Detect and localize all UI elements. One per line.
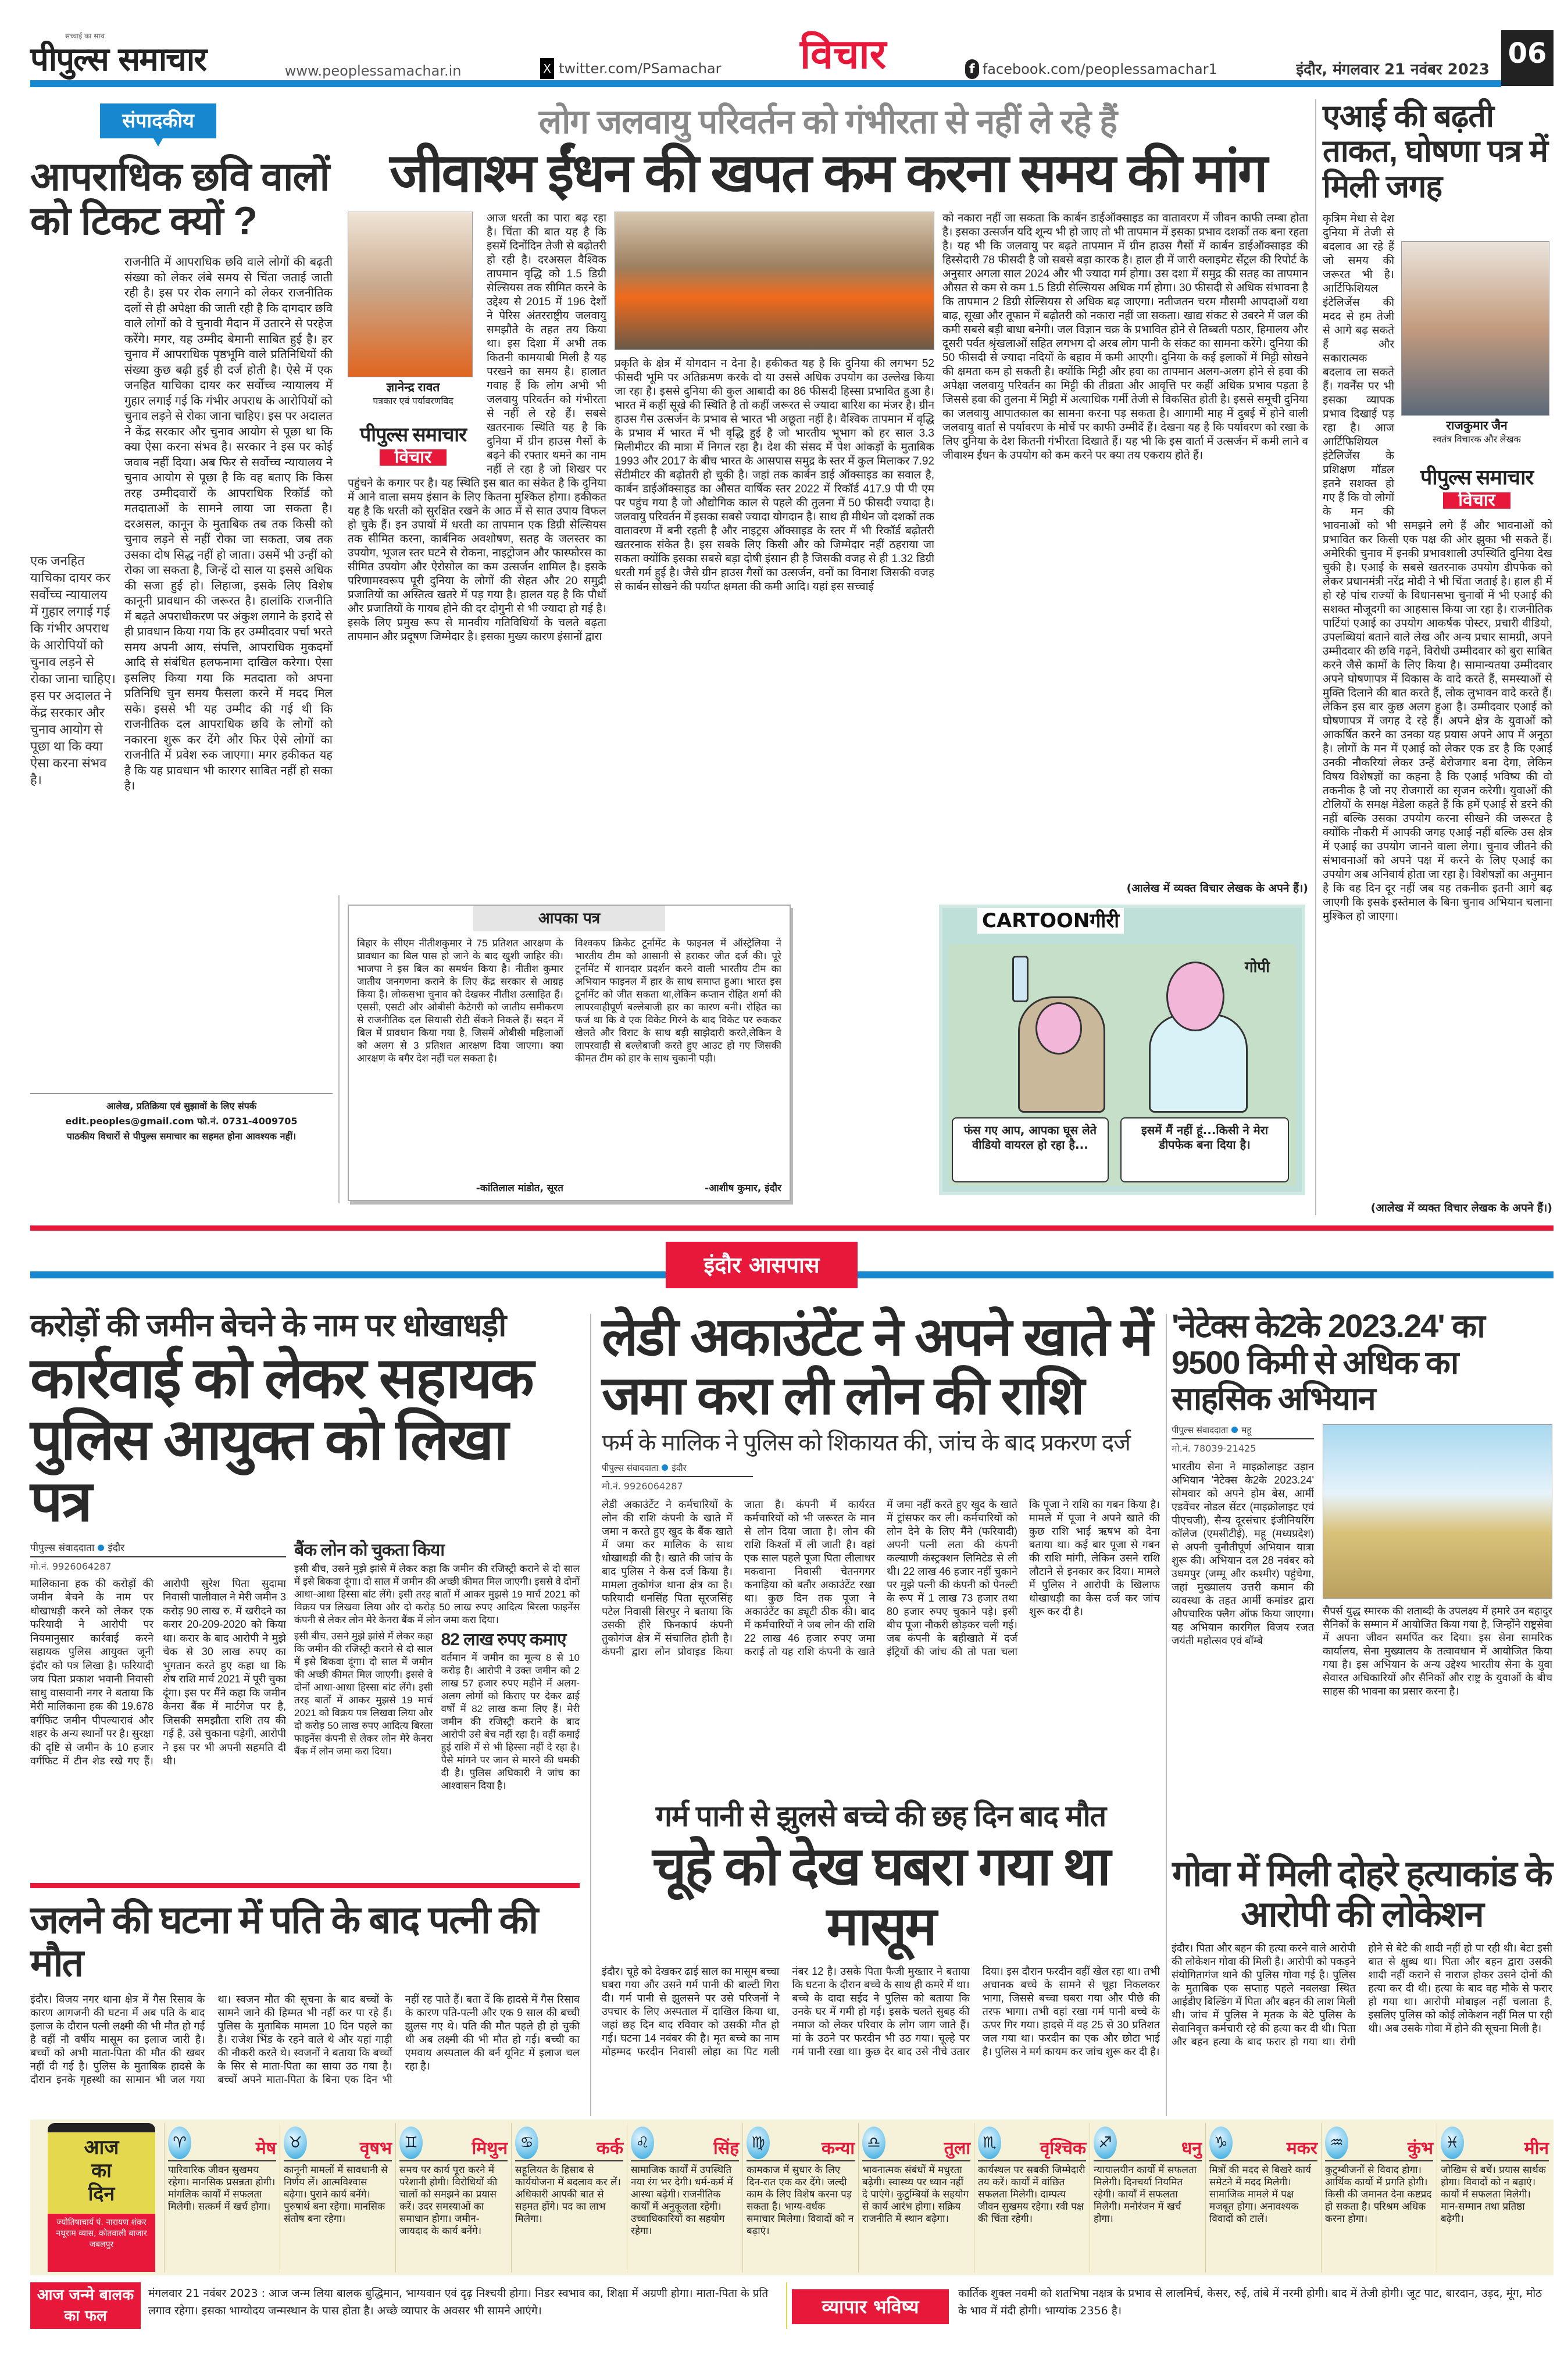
story5-kicker: गर्म पानी से झुलसे बच्चे की छह दिन बाद मौत bbox=[655, 1799, 1106, 1832]
main-article-col-2-wrap bbox=[615, 212, 934, 895]
column-divider bbox=[590, 1314, 591, 2116]
zodiac-sign bbox=[395, 2123, 511, 2272]
editorial-contact bbox=[30, 1093, 333, 1144]
story1-byline bbox=[30, 1541, 286, 1573]
letter-author: -आशीष कुमार, इंदौर bbox=[705, 1182, 781, 1194]
author-box bbox=[348, 212, 478, 467]
section-title: विचार bbox=[800, 30, 887, 78]
industrial-smoke-photo bbox=[615, 212, 934, 350]
zodiac-sign bbox=[1090, 2123, 1205, 2272]
title-word: दिन bbox=[88, 2182, 115, 2206]
reader-disclaimer: पाठकीय विचारों से पीपुल्स समाचार का सहमत होना आवश्यक नहीं। bbox=[66, 1131, 297, 1142]
story1-body: मालिकाना हक की करोड़ों की जमीन बेचने के नाम पर धोखाधड़ी करने को लेकर एक फरियादी ने आरोपी पर नियमानुसार कार्रवाई करने सहायक पुलिस आयुक्त जूनी इंदौर को पत्र लिखा है। फरियादी जय पिता प्रकाश भवानी निवासी साधु वासवानी नगर ने बताया कि मेरी मालिकाना हक की 19.678 वर्गफिट जमीन पीपल्यारावं और शहर के अन्य स्थानों पर है। सुरक्षा की दृष्टि से जमीन के 10 हजार वर्गफिट में टीन शेड रखे गए हैं। आरोपी सुरेश पिता सुदामा निवासी पालीवाल ने मेरी जमीन 3 करोड़ 90 लाख रु. में खरीदने का करार 20-209-2020 को किया था। करार के बाद आरोपी ने मुझे चेक से 30 लाख रुपए का भुगतान करते हुए कहा था कि शेष राशि मार्च 2021 में पूरी चुका दूंगा। इस पर मैंने कहा कि जमीन केनरा बैंक में मार्टगेज पर है, जिसकी समझौता राशि तय की गई है, उसे चुकाना पड़ेगी, आरोपी ने इस पर भी अपनी सहमति दी थी। bbox=[30, 1577, 286, 1767]
sign-name: वृश्चिक bbox=[1040, 2138, 1086, 2159]
story1-sidebar-row bbox=[294, 1630, 580, 1877]
zodiac-symbol-icon: ♑ bbox=[1209, 2127, 1233, 2159]
reporter-mobile: मो.नं. 78039-21425 bbox=[1172, 1443, 1256, 1455]
story3-right bbox=[1323, 1424, 1552, 1843]
byline-city: इंदौर bbox=[108, 1542, 125, 1554]
twitter-link[interactable] bbox=[540, 58, 721, 79]
website-link[interactable]: www.peoplessamachar.in bbox=[284, 63, 462, 79]
story2-body: लेडी अकाउंटेंट ने कर्मचारियों के लोन की राशि कंपनी के खाते में जमा न करते हुए खुद के बैंक खाते में जमा कर मालिक के साथ धोखाधड़ी की है। खाते की जांच के बाद पुलिस ने केस दर्ज किया है। मामला तुकोगंज थाना क्षेत्र का है। फरियादी धनसिंह पिता सूरजसिंह पटेल निवासी सिरपुर ने बताया कि उसकी हीरे फिनकार्प कंपनी तुकोगंज क्षेत्र में संचालित होती है। कंपनी द्वारा लोन प्रोवाइड किया जाता है। कंपनी में कार्यरत कर्मचारियों को भी जरूरत के मान से लोन दिया जाता है। लोन की राशि किश्तों में ली जाती है। वहां एक साल पहले पूजा पिता लीलाधर मकवाना निवासी चेतनगगर कनाड़िया को बतौर अकाउंटेंट रखा था। कुछ दिन तक पूजा ने अकाउंटेंट का ड्यूटी ठीक की। बाद में कर्मचारियों ने जब लोन की राशि 22 लाख 46 हजार रुपए जमा कराई तो यह राशि कंपनी के खाते में जमा नहीं करते हुए खुद के खाते में ट्रांसफर कर ली। कर्मचारियों को लोन देने के लिए मैंने (फरियादी) अपनी पत्नी लता की कंपनी कल्याणी कंस्ट्रक्शन लिमिटेड से ली थी। 22 लाख 46 हजार नहीं चुकाने पर मुझे पत्नी की कंपनी को पेनल्टी के रूप में 1 लाख 73 हजार तथा 80 हजार रुपए चुकाने पड़े। इसी बीच पूजा नौकरी छोड़कर चली गई। जब कंपनी के बहीखाते में दर्ज इंट्रियों की जांच की तो पता चला कि पूजा ने राशि का गबन किया है। मामले में पूजा ने अपने खाते की कुछ राशि भाई ऋषभ को देना बताया था। कई बार पूजा से गबन की राशि मांगी, लेकिन उसने राशि लौटाने से इनकार कर दिया। मामले में पुलिस ने आरोपी के खिलाफ धोखाधड़ी का केस दर्ज कर जांच शुरू कर दी है। bbox=[602, 1499, 1160, 1658]
logo-text: पीपुल्स समाचार bbox=[30, 41, 206, 78]
story-divider-red bbox=[30, 1883, 580, 1888]
sign-prediction: समय पर कार्य पूरा करने में परेशानी होगी। विरोधियों की चालों को समझने का प्रयास करें। उदर समस्याओं का समाधान होगा। जमीन-जायदाद के कार्य बनेंगे। bbox=[399, 2164, 498, 2237]
reporter-mobile: मो.नं. 9926064287 bbox=[602, 1481, 683, 1492]
editorial-label bbox=[100, 103, 216, 138]
sign-prediction: कामकाज में सुधार के लिए दिन-रात एक कर देंगे। जल्दी काम के लिए विशेष करना पड़ सकता है। भाग्य-वर्धक समाचार मिलेगा। विवादों को न बढ़ाएं। bbox=[747, 2164, 854, 2237]
speech-bubble-right: इसमें मैं नहीं हूं...किसी ने मेरा डीपफेक बना दिया है। bbox=[1120, 1117, 1289, 1182]
story3-row bbox=[1172, 1424, 1552, 1843]
masthead bbox=[30, 28, 1554, 88]
story1-headline: कार्रवाई को लेकर सहायक पुलिस आयुक्त को लिखा पत्र bbox=[30, 1346, 533, 1534]
zodiac-symbol-icon: ♐ bbox=[1094, 2127, 1117, 2159]
sign-name: कर्क bbox=[596, 2138, 623, 2159]
editorial-label-text: संपादकीय bbox=[122, 109, 194, 133]
zodiac-sign bbox=[1205, 2123, 1321, 2272]
sign-prediction: पारिवारिक जीवन सुखमय रहेगा। मानसिक प्रसन्नता होगी। मांगलिक कार्यों में सफलता मिलेगी। सत्कर्म में खर्च होगा। bbox=[168, 2164, 276, 2213]
letter-text: विश्वकप क्रिकेट टूर्नामेंट के फाइनल में ऑस्ट्रेलिया ने भारतीय टीम को आसानी से हराकर जीत दर्ज की। पूरे टूर्नामेंट में शानदार प्रदर्शन करने वाली भारतीय टीम का अभियान फाइनल में हार के साथ समाप्त हुआ। भारत इस टूर्नामेंट को जीत सकता था,लेकिन कप्तान रोहित शर्मा की लापरवाहीपूर्ण बल्लेबाजी हार का कारण बनी। रोहित का फर्ज था कि वे एक विकेट गिरने के बाद विकेट पर रुककर खेलते और विराट के साथ बड़ी साझेदारी करते,लेकिन वे लापरवाही से बल्लेबाजी करते हुए आउट हो गए जिसकी कीमत टीम को हार के साथ चुकानी पड़ी। bbox=[575, 938, 781, 1064]
main-article-col-2: प्रकृति के क्षेत्र में योगदान न देना है। हकीकत यह है कि दुनिया की लगभग 52 फीसदी भूमि पर अतिक्रमण करके दो या उससे अधिक उपयोग का उल्लेख किया जा रहा है। इससे दुनिया की कुल आबादी का 86 फीसदी हिस्सा प्रभावित हुआ है। भारत में कहीं सूखे की स्थिति है तो कहीं जरूरत से ज्यादा बारिश का मंजर है। ग्रीन हाउस गैस उत्सर्जन के प्रभाव से भारत भी अछूता नहीं है। वैश्विक तापमान में वृद्धि के प्रभाव में भारत में भी वृद्धि हुई है जो भारतीय भूभाग को हर साल 3.3 मिलीमीटर की मात्रा में निगल रहा है। देश की संसद में पेश आंकड़ों के मुताबिक 1993 और 2017 के बीच भारत के आसपास समुद्र के स्तर में कुल मिलाकर 7.92 सेंटीमीटर की बढ़ोतरी हो चुकी है। जहां तक कार्बन डाई ऑक्साइड का सवाल है, कार्बन डाईऑक्साइड का औसत वार्षिक स्तर 2022 में रिकॉर्ड 417.9 पी पी एम पर पहुंच गया है जो औद्योगिक काल से पहले की तुलना में 50 फीसदी ज्यादा है। जलवायु परिवर्तन में इसका सबसे ज्यादा योगदान है। साथ ही मीथेन जो दशकों तक वातावरण में बनी रहती है और नाइट्रस ऑक्साइड के स्तर में भी रिकॉर्ड बढ़ोतरी खतरनाक संकेत है। इस सबके लिए किसी और को जिम्मेदार नहीं ठहराया जा सकता क्योंकि इसका सबसे बड़ा दोषी इंसान ही है जिसकी वजह से ही 1.32 डिग्री धरती गर्म हुई है। जैसे ग्रीन हाउस गैसों का उत्सर्जन, वनों का विनाश जिसकी वजह से कार्बन सोखने की पर्याप्त क्षमता की कमी आदि। यहां इस सच्चाई bbox=[615, 357, 934, 593]
local-section-label bbox=[666, 1242, 858, 1288]
zodiac-symbol-icon: ♊ bbox=[399, 2127, 423, 2159]
bullet-icon bbox=[98, 1545, 104, 1551]
letters-box bbox=[348, 905, 791, 1201]
byline-text: पीपुल्स संवाददाता bbox=[30, 1542, 95, 1554]
author-photo-rajkumar-jain bbox=[1401, 241, 1549, 416]
speech-bubble-left: फंस गए आप, आपका घूस लेते वीडियो वायरल हो रहा है... bbox=[952, 1117, 1109, 1182]
story1-main bbox=[30, 1541, 286, 1876]
main-kicker: लोग जलवायु परिवर्तन को गंभीरता से नहीं ले रहे हैं bbox=[538, 103, 1117, 141]
sign-prediction: कानूनी मामलों में सावधानी से निर्णय लें। आत्मविश्वास बढ़ेगा। पुराने कार्य बनेंगे। पुरुषार्थ बना रहेगा। मानसिक संतोष बना रहेगा। bbox=[284, 2164, 388, 2225]
author-name: ज्ञानेन्द्र रावत bbox=[386, 380, 440, 394]
x-icon: X bbox=[540, 58, 554, 79]
main-article-columns bbox=[348, 212, 1308, 895]
story3-headline: 'नेटेक्स के2के 2023.24' का 9500 किमी से अधिक का साहसिक अभियान bbox=[1172, 1307, 1484, 1417]
main-article-text-1: आज धरती का पारा बढ़ रहा है। चिंता की बात यह है कि इसमें दिनोंदिन तेजी से बढ़ोतरी हो रही है। दरअसल वैश्विक तापमान वृद्धि को 1.5 डिग्री सेल्सियस तक सीमित करने के उद्देश्य से 2015 में 196 देशों ने पेरिस अंतरराष्ट्रीय जलवायु समझौते के तहत तय किया था। इस दिशा में अभी तक कितनी कामयाबी मिली है यह परखने का समय है। हालात गवाह हैं कि लोग अभी भी जलवायु परिवर्तन को गंभीरता से नहीं ले रहे हैं। सबसे खतरनाक स्थिति यह है कि दुनिया में ग्रीन हाउस गैसों के बढ़ने की रफ्तार थमने का नाम नहीं ले रहा है जो शिखर पर पहुंचने के कगार पर है। यह स्थिति इस बात का संकेत है कि दुनिया में आने वाला समय इंसान के लिए कितना मुश्किल होगा। हकीकत यह है कि धरती को सुरक्षित रखने के आठ में से सात उपाय विफल हो चुके हैं। इन उपायों में धरती का तापमान एक डिग्री सेल्सियस तक सीमित करना, कार्बनिक अवशोषण, सतह के जलस्तर का उपयोग, भूजल स्तर घटने से रोकना, नाइट्रोजन और फास्फोरस का सीमित उपयोग और ऐरोसोल का कम उत्सर्जन शामिल है। इसके परिणामस्वरूप पूरी दुनिया के लोगों की सेहत और 20 समुद्री प्रजातियों का अस्तित्व खतरे में पड़ गया है। हालत यह है कि पौधों और प्रजातियों के गायब होने की दर दोगुनी से भी ज्यादा हो गई है। इसके लिए प्रमुख रूप से मानवीय गतिविधियों के चलते बढ़ता तापमान और प्रदूषण जिम्मेदार है। इसका मुख्य कारण इंसानों द्वारा bbox=[348, 212, 606, 643]
ai-author-role: स्वतंत्र विचारक और लेखक bbox=[1433, 435, 1521, 445]
phone-icon bbox=[1012, 956, 1029, 1002]
header-rule bbox=[30, 80, 1501, 87]
zodiac-symbol-icon: ♉ bbox=[284, 2127, 307, 2159]
sign-name: मिथुन bbox=[472, 2138, 508, 2159]
main-article-col-1 bbox=[348, 212, 606, 895]
birth-forecast-label bbox=[30, 2282, 141, 2329]
zodiac-symbol-icon: ♋ bbox=[515, 2127, 538, 2159]
ai-author-box bbox=[1401, 212, 1552, 510]
aaj-ka-din-box bbox=[48, 2123, 155, 2272]
letter-author: -कांतिलाल मांडोत, सूरत bbox=[476, 1182, 563, 1194]
story1-kicker: करोड़ों की जमीन बेचने के नाम पर धोखाधड़ी bbox=[30, 1308, 506, 1343]
zodiac-sign bbox=[1321, 2123, 1437, 2272]
ai-article-disclaimer: (आलेख में व्यक्त विचार लेखक के अपने हैं।) bbox=[1370, 1202, 1552, 1214]
letter-text: बिहार के सीएम नीतीशकुमार ने 75 प्रतिशत आरक्षण के प्रावधान का बिल पास हो जाने के बाद खुशी जाहिर की। भाजपा ने इस बिल का समर्थन किया है। नीतीश कुमार जातीय जनगणना कराने के लिए केंद्र सरकार से आग्रह किया है। लोकसभा चुनाव को देखकर नीतीश उत्साहित हैं। एससी, एसटी और ओबीसी कैटेगरी को जातीय समीकरण से राजनीतिक दल सियासी रोटी सेंकने निकले हैं। सदन में बिल में प्रावधान किया गया है, जिसमें ओबीसी महिलाओं को अलग से 3 प्रतिशत आरक्षण दिया जाएगा। क्या आरक्षण के बगैर देश नहीं चल सकता है। bbox=[357, 938, 563, 1064]
sign-prediction: जोखिम से बचें। प्रयास सार्थक होगा। विवादों को न बढ़ाएं। कार्यों में सफलता मिलेगी। मान-सम्मान तथा प्रतिष्ठा बढ़ेगी। bbox=[1441, 2164, 1546, 2225]
cartoon-inner bbox=[948, 944, 1296, 1186]
sign-name: मेष bbox=[255, 2138, 276, 2159]
story4-headline: जलने की घटना में पति के बाद पत्नी की मौत bbox=[30, 1898, 538, 1985]
twitter-handle: twitter.com/PSamachar bbox=[559, 60, 722, 77]
editorial-column bbox=[30, 103, 333, 1144]
sign-name: मीन bbox=[1524, 2138, 1549, 2159]
trade-forecast-label bbox=[792, 2289, 949, 2324]
zodiac-symbol-icon: ♍ bbox=[747, 2127, 770, 2159]
sign-header bbox=[1441, 2125, 1549, 2161]
facebook-icon: f bbox=[965, 59, 979, 79]
cartoon-panel bbox=[939, 905, 1305, 1195]
letter-2 bbox=[575, 937, 781, 1194]
story3-byline bbox=[1172, 1424, 1314, 1455]
story5-headline: चूहे को देख घबरा गया था मासूम bbox=[652, 1836, 1109, 1956]
sign-name: तुला bbox=[944, 2138, 970, 2159]
sign-name: धनु bbox=[1181, 2138, 1202, 2159]
sign-prediction: सामाजिक कार्यों में उपस्थिति नया रंग भर देगी। धर्म-कर्म में आस्था बढ़ेगी। राजनीतिक कार्यों में अनुकूलता रहेगी। उच्चाधिकारियों का सहयोग रहेगा। bbox=[631, 2164, 733, 2237]
sign-header bbox=[978, 2125, 1086, 2161]
ai-article bbox=[1323, 99, 1552, 1215]
main-article-col-3 bbox=[942, 212, 1308, 895]
cartoon-title: CARTOONगीरी bbox=[977, 908, 1124, 934]
section-rule-red bbox=[30, 1225, 1554, 1231]
byline bbox=[1172, 1424, 1314, 1439]
byline-city: इंदौर bbox=[672, 1463, 687, 1474]
zodiac-symbol-icon: ♓ bbox=[1441, 2127, 1464, 2159]
sign-prediction: भावनात्मक संबंधों में मधुरता बढ़ेगी। स्वास्थ्य पर ध्यान नहीं दे पाएंगे। कुटुम्बियों के सहयोग से कार्य आरंभ होगा। सक्रिय राजनीति में स्थान बढ़ेगा। bbox=[862, 2164, 969, 2225]
sign-name: सिंह bbox=[713, 2138, 739, 2159]
editorial-headline: आपराधिक छवि वालों को टिकट क्यों ? bbox=[30, 155, 330, 244]
sign-header bbox=[284, 2125, 392, 2161]
contact-line-1: आलेख, प्रतिक्रिया एवं सुझावों के लिए संपर्क bbox=[106, 1100, 257, 1112]
logo-text: पीपुल्स समाचार bbox=[1420, 465, 1534, 489]
sub1-body: इसी बीच, उसने मुझे झांसे में लेकर कहा कि जमीन की रजिस्ट्री कराने से दो साल में इसे बिकवा दूंगा। दो साल में जमीन की अच्छी कीमत मिल जाएगी। इससे वे दोनों आधा-आधा हिस्सा बांट लेंगे। इसी तरह बातों में आकर मुझसे 19 मार्च 2021 को विक्रय पत्र लिखवा लिया और दो करोड़ 50 लाख रुपए आदित्य बिरला फाइनेंस कंपनी से लेकर लोन मेरे केनरा बैंक में लोन जमा करा दिया। bbox=[294, 1563, 580, 1625]
zodiac-symbol-icon: ♏ bbox=[978, 2127, 1001, 2159]
zodiac-sign bbox=[974, 2123, 1090, 2272]
sign-prediction: न्यायालयीन कार्यों में सफलता मिलेगी। दिनचर्या नियमित रहेगी। कार्यों में सफलता मिलेगी। मनोरंजन में खर्च होगा। bbox=[1094, 2164, 1197, 2225]
politician-face bbox=[1166, 962, 1224, 1031]
sign-name: मकर bbox=[1286, 2138, 1317, 2159]
sub2-title: 82 लाख रुपए कमाए bbox=[441, 1629, 566, 1649]
story3-body-a: भारतीय सेना ने माइक्रोलाइट उड़ान अभियान 'नेटेक्स के2के 2023.24' सोमवार को अपने होम बेस, आर्मी एडवेंचर नोडल सेंटर (माइक्रोलाइट एवं पीएचजी), सैन्य दूरसंचार इंजीनियरिंग कॉलेज (एमसीटीई), महू (मध्यप्रदेश) से अपनी चुनौतीपूर्ण अभियान यात्रा शुरू की। अभियान दल 28 नवंबर को उधमपुर (जम्मू और कश्मीर) पहुंचेगा, जहां मुख्यालय उत्तरी कमान की व्यवस्था के तहत आर्मी कमांडर द्वारा औपचारिक फ्लैग ऑफ किया जाएगा। यह अभियान कारगिल विजय रजत जयंती महोत्सव एवं बॉम्बे bbox=[1172, 1461, 1314, 1647]
newspaper-logo[interactable] bbox=[30, 31, 206, 79]
story6-body: इंदौर। पिता और बहन की हत्या करने वाले आरोपी की लोकेशन गोवा की मिली है। आरोपी को पकड़ने संयोगितागंज थाने की पुलिस गोवा गई है। पुलिस के मुताबिक एक सप्ताह पहले नवलखा स्थित आईडीए बिल्डिंग में पिता और बहन की लाश मिली थी। जांच में पुलिस ने मृतक के बेटे पुलिस के सेवानिवृत्त कर्मचारी रहे की हत्या कर दी थी। पिता और बहन हत्या के बाद फरार हो गया था। रोगी होने से बेटे की शादी नहीं हो पा रही थी। बेटा इसी बात से क्षुब्ध था। पिता और बहन द्वारा उसकी शादी नहीं कराने से नाराज होकर उसने दोनों की हत्या कर दी थी। हत्या के बाद वह मौके से फरार हो गया था। आरोपी मोबाइल नहीं चलाता है, इसलिए पुलिस को कोई लोकेशन नहीं मिल पा रही थी। अब उसके गोवा में होने की सूचना मिली है। bbox=[1172, 1942, 1552, 2047]
contact-line-2[interactable]: edit.peoples@gmail.com फो.नं. 0731-4009705 bbox=[65, 1116, 298, 1127]
author-photo-gyanendra-rawat bbox=[348, 212, 473, 377]
local-right-column bbox=[1172, 1308, 1552, 2116]
sign-prediction: मित्रों की मदद से बिखरे कार्य समेटने में मदद मिलेगी। सामाजिक मामले में पक्ष मजबूत होगा। अनावश्यक विवादों को टालें। bbox=[1209, 2164, 1311, 2225]
editorial-label-pointer bbox=[153, 138, 163, 146]
editorial-body: राजनीति में आपराधिक छवि वाले लोगों की बढ़ती संख्या को लेकर लंबे समय से चिंता जताई जाती रही है। इस पर रोक लगाने को लेकर राजनीतिक दलों से ही अपेक्षा की जाती रही है कि दागदार छवि वाले लोगों को वे चुनावी मैदान में उतारने से परहेज करेंगे। मगर, यह उम्मीद बेमानी साबित हुई है। हर चुनाव में आपराधिक पृष्ठभूमि वाले प्रतिनिधियों की संख्या कुछ बढ़ी हुई ही दर्ज होती है। ऐसे में एक जनहित याचिका दायर कर सर्वोच्च न्यायालय में गुहार लगाई गई कि गंभीर अपराध के आरोपियों को चुनाव लड़ने से रोका जाना चाहिए। इस पर अदालत ने केंद्र सरकार और चुनाव आयोग से पूछा था कि क्या ऐसा करना संभव है। सरकार ने इस पर कोई जवाब नहीं दिया। अब फिर से सर्वोच्च न्यायालय ने चुनाव आयोग से पूछा है कि वह बताए कि किस तरह उम्मीदवारों के आपराधिक रिकॉर्ड को मतदाताओं के सामने लाया जा सकता है। दरअसल, कानून के मुताबिक तब तक किसी को चुनाव लड़ने से नहीं रोका जा सकता, जब तक उसका दोष सिद्ध नहीं हो जाता। उसमें भी उन्हीं को रोका जा सकता है, जिन्हें दो साल या इससे अधिक की सजा हुई हो। लिहाजा, इसके लिए विशेष कानूनी प्रावधान की जरूरत है। हालांकि राजनीति में बढ़ते अपराधीकरण पर अंकुश लगाने के इरादे से ही प्रावधान किया गया कि हर उम्मीदवार पर्चा भरते समय अपनी आय, संपत्ति, आपराधिक मुकदमों आदि से संबंधित हलफनामा दाखिल करेगा। ऐसा इसलिए किया गया कि मतदाता को अपना प्रतिनिधि चुन समय फैसला करने में मदद मिल सके। इससे भी यह उम्मीद की गई थी कि राजनीतिक दल आपराधिक छवि के लोगों को नकारना शुरू कर देंगे और फिर ऐसे लोगों का राजनीति में प्रवेश रुक जाएगा। मगर हकीकत यह है कि यह प्रावधान भी कारगर साबित नहीं हो सका है। bbox=[124, 256, 333, 793]
editorial-row bbox=[30, 255, 333, 1086]
page-number: 06 bbox=[1501, 30, 1554, 86]
zodiac-symbol-icon: ♈ bbox=[168, 2127, 191, 2159]
story3-left bbox=[1172, 1424, 1314, 1843]
author-role: पत्रकार एवं पर्यावरणविद bbox=[373, 396, 453, 406]
story1-sidebar bbox=[294, 1541, 580, 1876]
ai-headline: एआई की बढ़ती ताकत, घोषणा पत्र में मिली जगह bbox=[1323, 99, 1548, 204]
title-word: आज bbox=[84, 2136, 119, 2159]
bullet-icon bbox=[1231, 1427, 1238, 1433]
policeman-face bbox=[1035, 1002, 1082, 1055]
story2-byline bbox=[602, 1462, 753, 1492]
ai-article-body bbox=[1323, 212, 1552, 1198]
facebook-link[interactable] bbox=[965, 59, 1217, 79]
main-article-disclaimer: (आलेख में व्यक्त विचार लेखक के अपने हैं।) bbox=[1126, 882, 1308, 895]
column-divider bbox=[1166, 1314, 1167, 2116]
zodiac-sign bbox=[858, 2123, 974, 2272]
byline bbox=[30, 1541, 286, 1557]
logo-tagline: सच्चाई का साथ bbox=[65, 32, 105, 40]
sub2-body: वर्तमान में जमीन का मूल्य 8 से 10 करोड़ है। आरोपी ने उक्त जमीन को 2 लाख 57 हजार रुपए महीने में अलग-अलग लोगों को किराए पर देकर ढाई वर्षों में 82 लाख कमा लिए हैं। मेरी जमीन की रजिस्ट्री कराने के बाद आरोपी उसे बेच नहीं रहा है। वहीं कमाई हुई राशि में से भी हिस्सा नहीं दे रहा है। पैसे मांगने पर जान से मारने की धमकी दी है। पुलिस अधिकारी ने जांच का आश्वासन दिया है। bbox=[441, 1652, 580, 1792]
sign-header bbox=[747, 2125, 855, 2161]
sign-name: कुंभ bbox=[1407, 2138, 1433, 2159]
zodiac-symbol-icon: ♎ bbox=[862, 2127, 885, 2159]
zodiac-signs bbox=[164, 2123, 1554, 2272]
bullet-icon bbox=[662, 1464, 668, 1471]
story1-continued: इसी बीच, उसने मुझे झांसे में लेकर कहा कि जमीन की रजिस्ट्री कराने से दो साल में इसे बिकवा दूंगा। दो साल में जमीन की अच्छी कीमत मिल जाएगी। इससे वे दोनों आधा-आधा हिस्सा बांट लेंगे। इसी तरह बातों में आकर मुझसे 19 मार्च 2021 को विक्रय पत्र लिखवा लिया और दो करोड़ 50 लाख रुपए आदित्य बिरला फाइनेंस कंपनी से लेकर लोन मेरे केनरा बैंक में लोन जमा करा दिया। bbox=[294, 1630, 433, 1757]
letters-row bbox=[357, 937, 781, 1194]
sign-header bbox=[862, 2125, 970, 2161]
column-divider bbox=[338, 895, 340, 1203]
sign-header bbox=[1094, 2125, 1202, 2161]
story1-row bbox=[30, 1541, 580, 1876]
sign-header bbox=[1209, 2125, 1317, 2161]
ai-article-text: कृत्रिम मेधा से देश दुनिया में तेजी से बदलाव आ रहे हैं जो समय की जरूरत भी है। आर्टिफिशियल इंटेलिजेंस की मदद से हम तेजी से आगे बढ़ सकते हैं और सकारात्मक बदलाव ला सकते हैं। गवर्नेंस पर भी इसका व्यापक प्रभाव दिखाई पड़ रहा है। आज आर्टिफिशियल इंटेलिजेंस के प्रशिक्षण मॉडल इतने सशक्त हो गए हैं कि वो लोगों के मन की भावनाओं को भी समझने लगे हैं और भावनाओं को प्रभावित कर किसी एक पक्ष की ओर झुका भी सकते हैं। अमेरिकी चुनाव में इनकी प्रभावशाली उपस्थिति दुनिया देख चुकी है। एआई के सबसे खतरनाक उपयोग डीपफेक को लेकर प्रधानमंत्री नरेंद्र मोदी ने भी चिंता जताई है। हाल ही में हो रहे पांच राज्यों के विधानसभा चुनावों में भी एआई की सशक्त मौजूदगी का आहसास किया जा रहा है। राजनीतिक पार्टियां एआई का उपयोग आकर्षक पोस्टर, प्रचारी वीडियो, उपलब्धियां बताने वाले लेख और अन्य प्रचार सामग्री, अपने उम्मीदवार की छवि गढ़ने, विरोधी उम्मीदवार को बुरा साबित करने जैसे कामों के लिए किया है। सामान्यतया उम्मीदवार अपने घोषणापत्र में विकास के वादे करते हैं, समस्याओं से मुक्ति दिलाने की बात करते हैं, लोक लुभावन वादे करते हैं। लेकिन इस बार कुछ अलग हुआ है। उम्मीदवार एआई को घोषणापत्र में जगह दे रहे हैं। अपने क्षेत्र के युवाओं को आकर्षित करने का उनका यह प्रयास अपने आप में अनूठा है। लोगों के मन में एआई को लेकर एक डर है कि एआई उनकी नौकरियां लेकर उन्हें बेरोजगार बना देगा, लेकिन विषय विशेषज्ञों का कहना है कि एआई भविष्य की वो तकनीक है जो नए रोजगारों का सृजन करेगी। युवाओं की टोलियों के समक्ष मेंडेला कहते हैं कि हमें एआई से डरने की नहीं बल्कि उसका उपयोग करना सीखने की जरूरत है क्योंकि नौकरी में आपकी जगह एआई नहीं बल्कि उस क्षेत्र में एआई का उपयोग जानने वाला लेगा। चुनाव जीतने की संभावनाओं को अपने पक्ष में करने के लिए एआई का उपयोग अब अनिवार्य होता जा रहा है। विशेषज्ञों का अनुमान है कि वह दिन दूर नहीं जब यह तकनीक इतनी आगे बढ़ जाएगी कि इसके इस्तेमाल के बिना चुनाव अभियान चलाना मुश्किल हो जाएगा। bbox=[1323, 213, 1552, 923]
sign-header bbox=[1325, 2125, 1433, 2161]
microlight-aircraft-photo bbox=[1323, 1424, 1552, 1599]
zodiac-symbol-icon: ♒ bbox=[1325, 2127, 1348, 2159]
local-middle-column bbox=[602, 1308, 1160, 2116]
local-section-label-text: इंदौर आसपास bbox=[703, 1252, 820, 1278]
sign-header bbox=[631, 2125, 739, 2161]
story4-body: इंदौर। विजय नगर थाना क्षेत्र में गैस रिसाव के कारण आगजनी की घटना में अब पति के बाद इलाज के दौरान पत्नी लक्ष्मी की भी मौत हो गई है वहीं नौ वर्षीय मासूम का इलाज जारी है। बच्चों को अभी माता-पिता की मौत की खबर नहीं दी गई है। पुलिस के मुताबिक हादसे के दौरान इनके गृहस्थी का सामान भी जल गया था। स्वजन मौत की सूचना के बाद बच्चों के सामने जाने की हिम्मत भी नहीं कर पा रहे हैं। पुलिस के मुताबिक मामला 10 दिन पहले का है। राजेश भिंड के रहने वाले थे और यहां गाड़ी की नौकरी करते थे। स्वजनों ने बताया कि बच्चों के सिर से माता-पिता का साया उठ गया है। बच्चों अपने माता-पिता के बिना एक दिन भी नहीं रह पाते हैं। बता दें कि हादसे में गैस रिसाव के कारण पति-पत्नी और एक 9 साल की बच्ची झुलस गए थे। पति की मौत पहले ही हो चुकी थी अब लक्ष्मी की भी मौत हो गई। बच्ची का एमवाय अस्पताल की बर्न यूनिट में इलाज चल रहा है। bbox=[30, 1993, 580, 2085]
logo-text: पीपुल्स समाचार bbox=[359, 423, 467, 446]
sign-name: कन्या bbox=[821, 2138, 855, 2159]
letter-1 bbox=[357, 937, 563, 1194]
zodiac-sign bbox=[164, 2123, 280, 2272]
astrologer-credit: ज्योतिषाचार्य पं. नारायण शंकर नथूराम व्यास, कोतवाली बाजार जबलपुर bbox=[48, 2214, 155, 2272]
sign-prediction: कार्यस्थल पर सबकी जिम्मेदारी तय करें। कार्यों में वांछित सफलता मिलेगी। दाम्पत्य जीवन सुखमय रहेगा। रवी पक्ष की चिंता रहेगी। bbox=[978, 2164, 1085, 2225]
story3-body-b: सैपर्स युद्ध स्मारक की शताब्दी के उपलक्ष्य में हमारे उन बहादुर सैनिकों के सम्मान में आयोजित किया गया है, जिन्होंने राष्ट्रसेवा में अपना जीवन समर्पित कर दिया। इस सेना सामरिक कार्यालय, सेना मुख्यालय के तत्वावधान में आयोजित किया गया है। इस अभियान के अन्य उद्देश्य भारतीय सेना के युवा सेवारत अधिकारियों और सैनिकों और राष्ट्र के युवाओं के बीच साहस की भावना का प्रसार करना है। bbox=[1323, 1605, 1552, 1698]
title-word: का bbox=[91, 2159, 112, 2182]
story6-headline: गोवा में मिली दोहरे हत्याकांड के आरोपी की लोकेशन bbox=[1172, 1854, 1552, 1935]
sign-header bbox=[168, 2125, 276, 2161]
cartoonist-signature: गोपी bbox=[1245, 959, 1270, 976]
local-left-column bbox=[30, 1308, 580, 2116]
column-divider bbox=[786, 2282, 787, 2329]
editorial-pull-quote: एक जनहित याचिका दायर कर सर्वोच्च न्यायालय में गुहार लगाई गई कि गंभीर अपराध के आरोपियों को चुनाव लड़ने से रोका जाना चाहिए। इस पर अदालत ने केंद्र सरकार और चुनाव आयोग से पूछा था कि क्या ऐसा करना संभव है। bbox=[30, 553, 116, 788]
story5-body: इंदौर। चूहे को देखकर ढाई साल का मासूम बच्चा घबरा गया और उसने गर्म पानी की बाल्टी गिरा दी। गर्म पानी से झुलसने पर उसे परिजनों ने उपचार के लिए अस्पताल में दाखिल किया था, जहां छह दिन बाद रविवार को उसकी मौत हो गई। घटना 14 नवंबर की है। मृत बच्चे का नाम मोहम्मद फरदीन निवासी लोहा का पिट गली नंबर 12 है। उसके पिता फैजी मुख्तार ने बताया कि घटना के दौरान बच्चे के साथ ही कमरे में था। बच्चे के दादा सईद ने पुलिस को बताया कि उनके घर में गमी हो गई। इसके चलते सुबह की नमाज को लेकर परिवार के लोग जाग जाते हैं। मां के उठने पर फरदीन भी उठ गया। चूल्हे पर गर्म पानी रखा था। कुछ देर बाद उसे नीचे उतार दिया। इस दौरान फरदीन वहीं खेल रहा था। तभी अचानक बच्चे के सामने से चूहा निकलकर भागा, जिससे बच्चा घबरा गया और पीछे की तरफ भागा। तभी वहां रखा गर्म पानी बच्चे के ऊपर गिर गया। हादसे में वह 25 से 30 प्रतिशत जल गया था। फरदीन का एक और छोटा भाई है। पुलिस ने मर्ग कायम कर जांच शुरू कर दी है। bbox=[602, 1966, 1160, 2057]
horoscope-panel bbox=[30, 2120, 1554, 2275]
logo-section: विचार bbox=[380, 449, 447, 466]
column-divider bbox=[1315, 99, 1316, 1215]
zodiac-sign bbox=[280, 2123, 395, 2272]
zodiac-sign bbox=[627, 2123, 742, 2272]
main-article-text-3: को नकारा नहीं जा सकता कि कार्बन डाईऑक्साइड का वातावरण में जीवन काफी लम्बा होता है। इसका उत्सर्जन यदि शून्य भी हो जाए तो भी तापमान में इसका प्रभाव दशकों तक बना रहता है। यह भी कि जलवायु पर बढ़ते तापमान में ग्रीन हाउस गैसों में कार्बन डाईऑक्साइड की हिस्सेदारी 78 फीसदी है जो सबसे बड़ा कारक है। हाल ही में जारी क्लाइमेट सेंट्रल की रिपोर्ट के अनुसार अगला साल 2024 और भी ज्यादा गर्म होगा। उस दशा में समुद्र की सतह का तापमान औसत से कम से कम 1.5 डिग्री सेल्सियस अधिक गर्म होगा। 30 फीसदी से अधिक संभावना है कि तापमान 2 डिग्री सेल्सियस से अधिक बढ़ जाएगा। नतीजतन चरम मौसमी आपदाओं यथा बाढ़, सूखा और तूफान में बढ़ोतरी को नकारा नहीं जा सकता। खाद्य संकट से उबरने में जल की कमी सबसे बड़ी बाधा बनेगी। जल विज्ञान चक्र के प्रभावित होने से तिब्बती पठार, हिमालय और दूसरी पर्वत श्रृंखलाओं सहित लगभग दो अरब लोग पानी के संकट का सामना करेंगे। दुनिया की 50 फीसदी से ज्यादा नदियों के बहाव में कमी आएगी। दुनिया के कई इलाकों में मिट्टी सोखने की क्षमता कम हो सकती है। क्योंकि मिट्टी और हवा का तापमान अलग-अलग होने से हवा की अपेक्षा जलवायु परिवर्तन का मिट्टी की तीव्रता और आवृत्ति पर कहीं अधिक प्रभाव पड़ता है जिससे हवा की तुलना में मिट्टी में अत्याधिक गर्मी तेजी से विकसित होती है। इससे समूची दुनिया का जलवायु आपातकाल का सामना करना पड़ सकता है। आगामी माह में दुबई में होने वाली जलवायु वार्ता से पर्यावरण के मोर्चे पर काफी उम्मीदें हैं। देखना यह है कि पर्यावरण को रखा के लिए दुनिया के देश कितनी गंभीरता दिखाते हैं। यह भी कि इस वार्ता में उत्सर्जन में कमी लाने व जीवाश्म ईंधन के उपयोग को कम करने पर क्या तय एकराय होते हैं। bbox=[942, 212, 1308, 462]
zodiac-sign bbox=[742, 2123, 858, 2272]
byline bbox=[602, 1462, 753, 1477]
peoples-samachar-vichar-logo bbox=[348, 423, 478, 467]
sign-name: वृषभ bbox=[359, 2138, 392, 2159]
trade-label-text: व्यापार भविष्य bbox=[822, 2296, 919, 2318]
story2-subhead: फर्म के मालिक ने पुलिस को शिकायत की, जांच के बाद प्रकरण दर्ज bbox=[602, 1430, 1130, 1456]
reporter-mobile: मो.नं. 9926064287 bbox=[30, 1560, 112, 1572]
sub2-box bbox=[441, 1630, 580, 1877]
facebook-handle: facebook.com/peoplessamachar1 bbox=[982, 61, 1217, 77]
dateline: इंदौर, मंगलवार 21 नवंबर 2023 bbox=[1296, 61, 1490, 78]
byline-text: पीपुल्स संवाददाता bbox=[1172, 1425, 1229, 1436]
aaj-ka-din-title bbox=[48, 2132, 155, 2214]
sign-header bbox=[399, 2125, 508, 2161]
zodiac-sign bbox=[1437, 2123, 1552, 2272]
sign-header bbox=[515, 2125, 623, 2161]
letters-title: आपका पत्र bbox=[473, 906, 665, 931]
sign-prediction: कुटुम्बीजनों से विवाद होगा। आर्थिक कार्यों में प्रगति होगी। किसी की जमानत देना कष्टप्रद हो सकता है। परिश्रम अधिक करना होगा। bbox=[1325, 2164, 1432, 2225]
byline-city: महू bbox=[1241, 1425, 1252, 1436]
main-headline: जीवाश्म ईंधन की खपत कम करना समय की मांग bbox=[390, 143, 1266, 203]
peoples-samachar-vichar-logo bbox=[1401, 464, 1552, 510]
sign-prediction: सहूलियत के हिसाब से कार्ययोजना में बदलाव कर लें। अधिकारी आपकी बात से सहमत होंगे। पद का लाभ मिलेगा। bbox=[515, 2164, 621, 2225]
story2-headline: लेडी अकाउंटेंट ने अपने खाते में जमा करा ली लोन की राशि bbox=[602, 1307, 1152, 1426]
trade-forecast-text: कार्तिक शुक्ल नवमी को शतभिषा नक्षत्र के प्रभाव से लालमिर्च, केसर, रुई, तांबे में नरमी होगी। बाद में तेजी होगी। जूट पाट, बारदान, उड़द, मूंग, मोठ के भाव में मंदी होगी। भाग्यांक 2356 है। bbox=[958, 2287, 1542, 2317]
sub1-title: बैंक लोन को चुकता किया bbox=[294, 1540, 445, 1560]
ai-author-name: राजकुमार जैन bbox=[1446, 419, 1508, 433]
birth-label-text: आज जन्मे बालक का फल bbox=[37, 2286, 134, 2325]
byline-text: पीपुल्स संवाददाता bbox=[602, 1463, 659, 1474]
main-article bbox=[348, 103, 1308, 895]
birth-forecast-text: मंगलवार 21 नवंबर 2023 : आज जन्म लिया बालक बुद्धिमान, भाग्यवान एवं दृढ़ निश्चयी होगा। निडर स्वभाव का, शिक्षा में अग्रणी होगा। माता-पिता के प्रति लगाव रहेगा। इसका भाग्योदय जन्मस्थान के पास होता है। अच्छे व्यापार के अवसर भी सामने आएंगे। bbox=[148, 2287, 769, 2317]
zodiac-sign bbox=[511, 2123, 627, 2272]
logo-section: विचार bbox=[1443, 492, 1510, 509]
zodiac-symbol-icon: ♌ bbox=[631, 2127, 654, 2159]
